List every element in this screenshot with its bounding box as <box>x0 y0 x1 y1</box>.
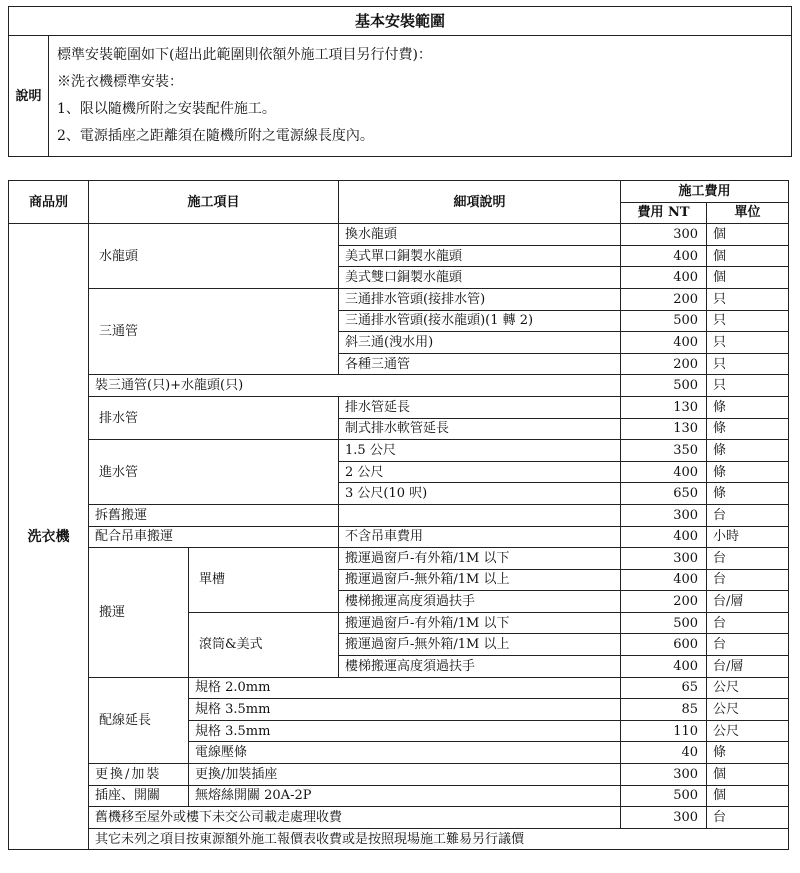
detail-cell: 樓梯搬運高度須過扶手 <box>339 656 621 678</box>
unit-cell: 小時 <box>707 526 789 548</box>
table-row <box>9 396 789 418</box>
detail-cell: 2 公尺 <box>339 461 621 483</box>
price-cell: 650 <box>621 483 707 505</box>
table-row <box>9 807 789 829</box>
detail-cell: 搬運過窗戶-有外箱/1M 以下 <box>339 548 621 570</box>
detail-cell: 規格 3.5mm <box>189 720 621 742</box>
table-row <box>9 375 789 397</box>
header-item: 施工項目 <box>89 181 339 224</box>
unit-cell: 公尺 <box>707 677 789 699</box>
detail-cell: 1.5 公尺 <box>339 440 621 462</box>
price-cell: 350 <box>621 440 707 462</box>
unit-cell: 台 <box>707 548 789 570</box>
unit-cell: 公尺 <box>707 720 789 742</box>
subgroup-label: 單槽 <box>189 548 339 613</box>
table-row <box>9 828 789 850</box>
price-cell: 40 <box>621 742 707 764</box>
detail-cell: 三通排水管頭(接水龍頭)(1 轉 2) <box>339 310 621 332</box>
table-row <box>9 504 789 526</box>
header-price: 費用 NT <box>621 202 707 224</box>
unit-cell: 台/層 <box>707 656 789 678</box>
detail-cell: 制式排水軟管延長 <box>339 418 621 440</box>
notice-label: 說明 <box>9 36 49 157</box>
unit-cell: 公尺 <box>707 699 789 721</box>
unit-cell: 條 <box>707 396 789 418</box>
price-cell: 65 <box>621 677 707 699</box>
unit-cell: 只 <box>707 310 789 332</box>
unit-cell: 個 <box>707 764 789 786</box>
group-label: 配合吊車搬運 <box>89 526 339 548</box>
product-name: 洗衣機 <box>9 224 89 850</box>
price-cell: 500 <box>621 612 707 634</box>
group-label: 進水管 <box>89 440 339 505</box>
unit-cell: 條 <box>707 418 789 440</box>
group-label: 搬運 <box>89 548 189 678</box>
detail-cell: 樓梯搬運高度須過扶手 <box>339 591 621 613</box>
price-cell: 400 <box>621 461 707 483</box>
group-label: 裝三通管(只)+水龍頭(只) <box>89 375 621 397</box>
price-cell: 400 <box>621 526 707 548</box>
price-cell: 500 <box>621 785 707 807</box>
price-cell: 400 <box>621 267 707 289</box>
subgroup-label: 滾筒&美式 <box>189 612 339 677</box>
table-row <box>9 764 789 786</box>
detail-cell: 搬運過窗戶-無外箱/1M 以上 <box>339 569 621 591</box>
unit-cell: 台 <box>707 634 789 656</box>
detail-cell: 不含吊車費用 <box>339 526 621 548</box>
detail-cell: 電線壓條 <box>189 742 621 764</box>
notice-line: 2、電源插座之距離須在隨機所附之電源線長度內。 <box>57 128 374 144</box>
price-cell: 300 <box>621 807 707 829</box>
price-cell: 400 <box>621 569 707 591</box>
unit-cell: 條 <box>707 461 789 483</box>
unit-cell: 台/層 <box>707 591 789 613</box>
unit-cell: 個 <box>707 785 789 807</box>
table-row <box>9 548 789 570</box>
price-cell: 200 <box>621 591 707 613</box>
price-cell: 130 <box>621 418 707 440</box>
price-cell: 130 <box>621 396 707 418</box>
unit-cell: 台 <box>707 569 789 591</box>
table-row <box>9 224 789 246</box>
detail-cell: 斜三通(洩水用) <box>339 332 621 354</box>
price-table <box>8 180 789 850</box>
group-label: 更換/加裝 <box>89 764 189 786</box>
unit-cell: 條 <box>707 483 789 505</box>
price-cell: 500 <box>621 375 707 397</box>
detail-cell: 各種三通管 <box>339 353 621 375</box>
detail-cell: 換水龍頭 <box>339 224 621 246</box>
notice-box <box>8 6 792 157</box>
header-detail: 細項說明 <box>339 181 621 224</box>
detail-cell: 無熔絲開關 20A-2P <box>189 785 621 807</box>
price-cell: 600 <box>621 634 707 656</box>
footer-note: 其它未列之項目按東源額外施工報價表收費或是按照現場施工難易另行議價 <box>89 828 789 850</box>
detail-cell: 更換/加裝插座 <box>189 764 621 786</box>
group-label: 配線延長 <box>89 677 189 763</box>
notice-line: 標準安裝範圍如下(超出此範圍則依額外施工項目另行付費)： <box>57 47 432 63</box>
group-label: 舊機移至屋外或樓下未交公司載走處理收費 <box>89 807 621 829</box>
unit-cell: 台 <box>707 612 789 634</box>
group-label: 三通管 <box>89 288 339 374</box>
unit-cell: 個 <box>707 224 789 246</box>
price-cell: 300 <box>621 548 707 570</box>
group-label: 水龍頭 <box>89 224 339 289</box>
price-cell: 300 <box>621 504 707 526</box>
unit-cell: 條 <box>707 440 789 462</box>
price-cell: 400 <box>621 245 707 267</box>
unit-cell: 台 <box>707 807 789 829</box>
price-cell: 300 <box>621 764 707 786</box>
detail-cell: 規格 2.0mm <box>189 677 621 699</box>
price-cell: 200 <box>621 288 707 310</box>
unit-cell: 台 <box>707 504 789 526</box>
unit-cell: 只 <box>707 332 789 354</box>
table-row <box>9 440 789 462</box>
price-cell: 85 <box>621 699 707 721</box>
table-row <box>9 288 789 310</box>
group-label: 排水管 <box>89 396 339 439</box>
notice-line: ※洗衣機標準安裝： <box>57 74 183 90</box>
header-product: 商品別 <box>9 181 89 224</box>
detail-cell: 三通排水管頭(接排水管) <box>339 288 621 310</box>
notice-line: 1、限以隨機所附之安裝配件施工。 <box>57 101 276 117</box>
table-row <box>9 526 789 548</box>
price-cell: 300 <box>621 224 707 246</box>
detail-cell: 搬運過窗戶-無外箱/1M 以上 <box>339 634 621 656</box>
table-row <box>9 785 789 807</box>
detail-cell: 3 公尺(10 呎) <box>339 483 621 505</box>
unit-cell: 只 <box>707 353 789 375</box>
header-unit: 單位 <box>707 202 789 224</box>
price-cell: 200 <box>621 353 707 375</box>
detail-cell: 美式單口銅製水龍頭 <box>339 245 621 267</box>
detail-cell: 排水管延長 <box>339 396 621 418</box>
detail-cell: 美式雙口銅製水龍頭 <box>339 267 621 289</box>
detail-cell <box>339 504 621 526</box>
unit-cell: 個 <box>707 245 789 267</box>
price-cell: 400 <box>621 656 707 678</box>
notice-title: 基本安裝範圍 <box>9 7 792 36</box>
unit-cell: 條 <box>707 742 789 764</box>
unit-cell: 只 <box>707 375 789 397</box>
detail-cell: 規格 3.5mm <box>189 699 621 721</box>
table-row <box>9 677 789 699</box>
unit-cell: 個 <box>707 267 789 289</box>
detail-cell: 搬運過窗戶-有外箱/1M 以下 <box>339 612 621 634</box>
unit-cell: 只 <box>707 288 789 310</box>
price-cell: 110 <box>621 720 707 742</box>
group-label: 拆舊搬運 <box>89 504 339 526</box>
notice-body <box>49 36 792 157</box>
price-cell: 500 <box>621 310 707 332</box>
price-cell: 400 <box>621 332 707 354</box>
header-fee: 施工費用 <box>621 181 789 203</box>
group-label: 插座、開關 <box>89 785 189 807</box>
